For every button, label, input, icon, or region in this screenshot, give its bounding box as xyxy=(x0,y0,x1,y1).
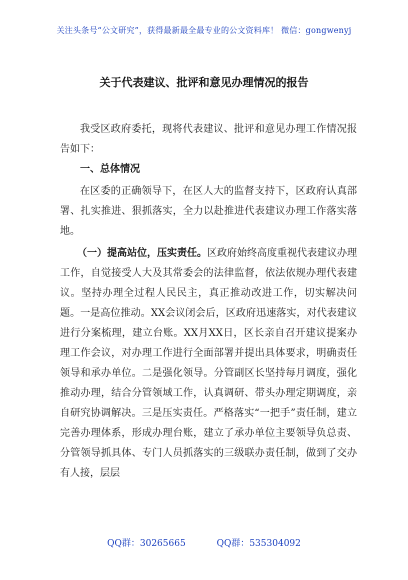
footer-contact xyxy=(0,536,408,549)
footer-qq-group-2: QQ群：535304092 xyxy=(216,539,301,549)
subsection-body: 区政府始终高度重视代表建议办理工作，自觉接受人大及其常委会的法律监督，依法依规办理代表建议。坚持办理全过程人民民主，真正推动改进工作，切实解决问题。一是高位推动。XX会议闭会后，区政府迅速落实，对代表建议进行分案梳理，建立台账。XX月XX日，区长亲自召开建议提案办理工作会议，对办理工作进行全面部署并提出具体要求，明确责任领导和承办单位。二是强化领导。分管副区长坚持每月调度，强化推动办理，结合分管领域工作，认真调研、带头办理定期调度，亲自研究协调解决。三是压实责任。严格落实“一把手”责任制，建立完善办理体系，形成办理台账，建立了承办单位主要领导负总责、分管领导抓具体、专门人员抓落实的三级联办责任制，做到了交办有人接，层层 xyxy=(60,248,357,479)
intro-paragraph: 我受区政府委托，现将代表建议、批评和意见办理工作情况报告如下： xyxy=(60,124,357,155)
header-promo-text: 关注头条号“公文研究”，获得最新最全最专业的公文资料库！ 微信：gongwenyj xyxy=(56,26,352,35)
subsection-lead: （一）提高站位，压实责任。 xyxy=(77,248,207,259)
section-heading-overview: 一、总体情况 xyxy=(80,164,140,175)
document-title: 关于代表建议、批评和意见办理情况的报告 xyxy=(99,76,309,89)
footer-qq-group-1: QQ群：30265665 xyxy=(107,539,186,549)
overview-paragraph: 在区委的正确领导下，在区人大的监督支持下，区政府认真部署、扎实推进、狠抓落实，全力以赴推进代表建议办理工作落实落地。 xyxy=(60,186,357,237)
subsection-paragraph xyxy=(60,244,357,534)
